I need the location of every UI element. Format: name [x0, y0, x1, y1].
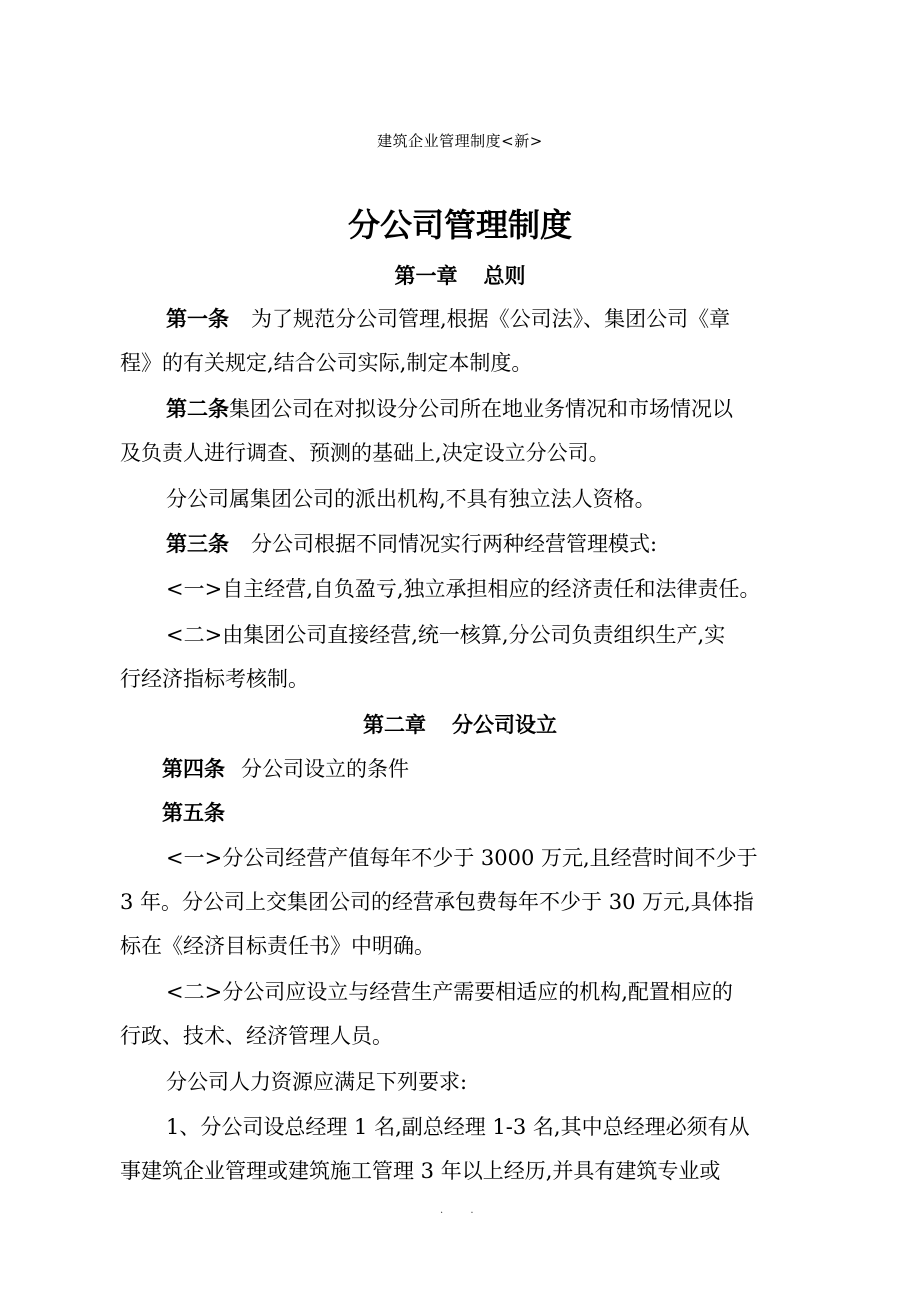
article-2-label: 第二条: [166, 396, 229, 421]
condition-2-line-1: <二>分公司应设立与经营生产需要相适应的机构,配置相应的: [166, 980, 733, 1004]
chapter-2-name: 分公司设立: [452, 712, 557, 737]
article-3-label: 第三条: [166, 531, 229, 556]
article-3-text: 分公司根据不同情况实行两种经营管理模式:: [251, 532, 658, 556]
article-4-label: 第四条: [162, 756, 225, 781]
chapter-1-number: 第一章: [394, 263, 458, 288]
document-title: 分公司管理制度: [347, 206, 572, 244]
article-2-line-1: [166, 394, 856, 424]
article-1-line-2: 程》的有关规定,结合公司实际,制定本制度。: [120, 351, 533, 375]
requirement-1-line-2: 事建筑企业管理或建筑施工管理 3 年以上经历,并具有建筑专业或: [120, 1159, 721, 1183]
article-5-line: [162, 798, 852, 828]
chapter-2-heading: [0, 709, 920, 739]
condition-1-line-2: 3 年。分公司上交集团公司的经营承包费每年不少于 30 万元,具体指: [120, 890, 754, 914]
article-1-label: 第一条: [166, 306, 229, 331]
condition-1-line-1: <一>分公司经营产值每年不少于 3000 万元,且经营时间不少于: [166, 846, 758, 870]
chapter-2-number: 第二章: [363, 712, 426, 737]
article-1-line-1: [166, 304, 856, 334]
requirement-1-line-1: 1、分公司设总经理 1 名,副总经理 1-3 名,其中总经理必须有从: [166, 1115, 750, 1139]
article-5-label: 第五条: [162, 800, 225, 825]
article-2-line-2: 及负责人进行调查、预测的基础上,决定设立分公司。: [120, 441, 610, 465]
article-4-line: [162, 754, 852, 784]
page-footer-marks: . .: [440, 1205, 486, 1216]
running-header: 建筑企业管理制度<新>: [377, 132, 543, 150]
branch-nature-paragraph: 分公司属集团公司的派出机构,不具有独立法人资格。: [166, 487, 656, 511]
article-2-text-1: 集团公司在对拟设分公司所在地业务情况和市场情况以: [229, 397, 733, 421]
chapter-1-heading: [0, 260, 920, 290]
mode-2-line-2: 行经济指标考核制。: [120, 667, 309, 691]
condition-1-line-3: 标在《经济目标责任书》中明确。: [120, 934, 435, 958]
article-1-text-1: 为了规范分公司管理,根据《公司法》、集团公司《章: [251, 307, 731, 331]
mode-2-line-1: <二>由集团公司直接经营,统一核算,分公司负责组织生产,实: [166, 623, 726, 647]
hr-requirements-intro: 分公司人力资源应满足下列要求:: [166, 1070, 468, 1094]
chapter-1-name: 总则: [483, 263, 526, 288]
article-3-line: [166, 529, 856, 559]
mode-1-item: <一>自主经营,自负盈亏,独立承担相应的经济责任和法律责任。: [166, 577, 761, 601]
condition-2-line-2: 行政、技术、经济管理人员。: [120, 1024, 393, 1048]
article-4-text: 分公司设立的条件: [241, 757, 409, 781]
